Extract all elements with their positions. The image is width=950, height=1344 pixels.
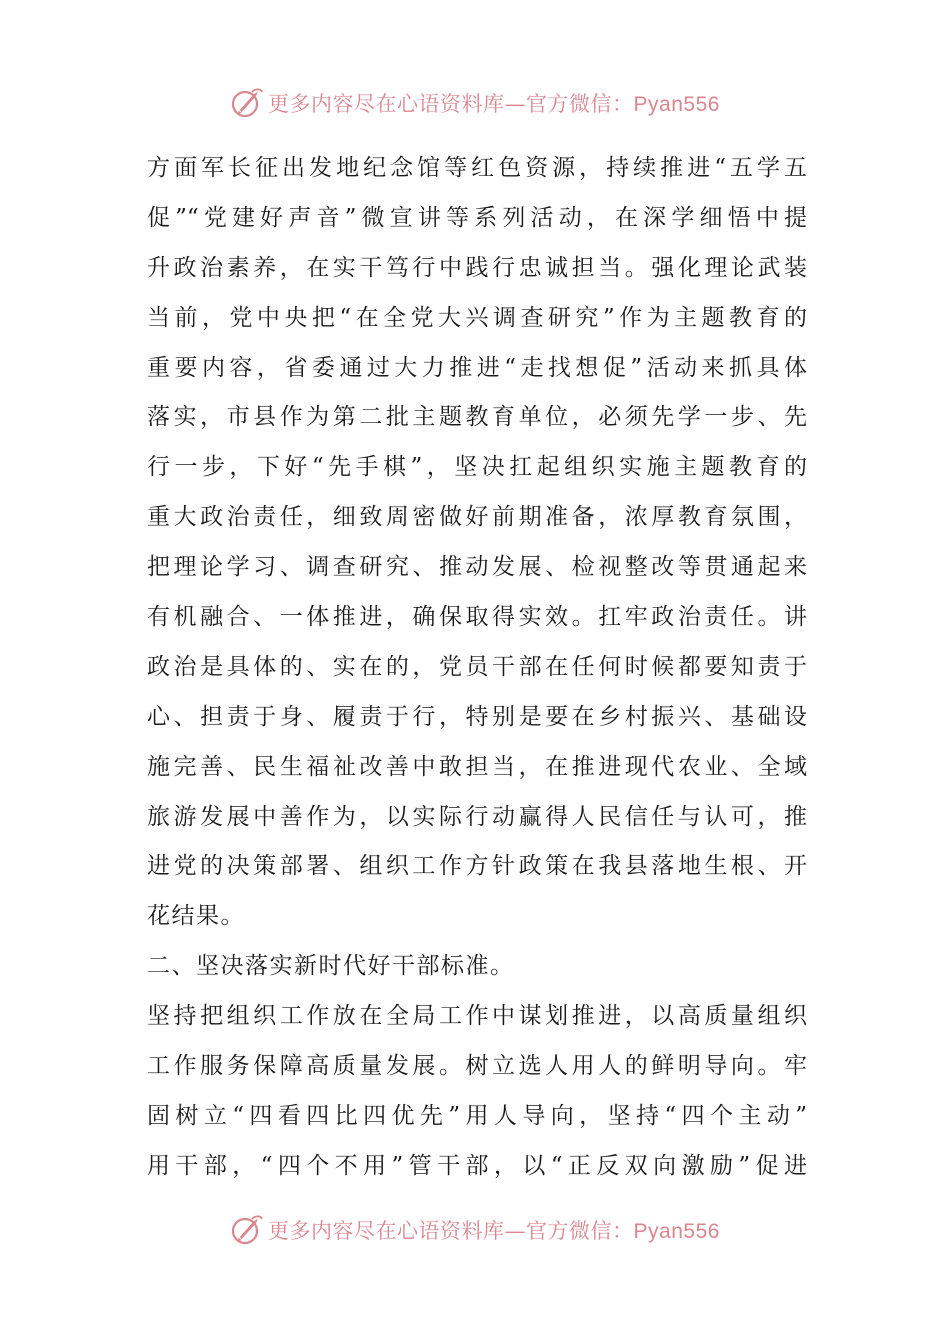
text-line: 旅游发展中善作为，以实际行动赢得人民信任与认可，推 <box>147 803 807 830</box>
text-line: 重大政治责任，细致周密做好前期准备，浓厚教育氛围， <box>147 504 807 531</box>
text-line: 进党的决策部署、组织工作方针政策在我县落地生根、开 <box>147 853 807 880</box>
text-line: 行一步，下好“先手棋”，坚决扛起组织实施主题教育的 <box>147 454 807 481</box>
footer-banner <box>0 1205 950 1255</box>
text-line: 固树立“四看四比四优先”用人导向，坚持“四个主动” <box>147 1102 807 1129</box>
pen-logo-icon <box>230 86 264 120</box>
header-banner <box>0 78 950 128</box>
text-line: 二、坚决落实新时代好干部标准。 <box>147 953 515 980</box>
text-line: 用干部，“四个不用”管干部，以“正反双向激励”促进 <box>147 1152 807 1179</box>
text-line: 花结果。 <box>147 903 245 930</box>
text-line: 方面军长征出发地纪念馆等红色资源，持续推进“五学五 <box>147 155 807 181</box>
text-line: 心、担责于身、履责于行，特别是要在乡村振兴、基础设 <box>147 703 807 730</box>
text-line: 施完善、民生福祉改善中敢担当，在推进现代农业、全域 <box>147 753 807 780</box>
wechat-id: Pyan556 <box>633 93 720 116</box>
document-body <box>147 144 807 1192</box>
text-line: 工作服务保障高质量发展。树立选人用人的鲜明导向。牢 <box>147 1053 807 1080</box>
text-line: 把理论学习、调查研究、推动发展、检视整改等贯通起来 <box>147 554 807 581</box>
banner-text: 更多内容尽在心语资料库—官方微信：Pyan556 <box>268 92 720 116</box>
text-line: 政治是具体的、实在的，党员干部在任何时候都要知责于 <box>147 653 807 680</box>
text-line: 落实，市县作为第二批主题教育单位，必须先学一步、先 <box>147 404 807 431</box>
wechat-id: Pyan556 <box>633 1220 720 1243</box>
text-line: 坚持把组织工作放在全局工作中谋划推进，以高质量组织 <box>147 1003 807 1030</box>
text-line: 有机融合、一体推进，确保取得实效。扛牢政治责任。讲 <box>147 604 807 631</box>
text-line: 升政治素养，在实干笃行中践行忠诚担当。强化理论武装 <box>147 254 807 281</box>
text-line: 当前，党中央把“在全党大兴调查研究”作为主题教育的 <box>147 304 807 331</box>
text-line: 重要内容，省委通过大力推进“走找想促”活动来抓具体 <box>147 354 807 381</box>
text-line: 促”“党建好声音”微宣讲等系列活动，在深学细悟中提 <box>147 204 807 231</box>
pen-logo-icon <box>230 1213 264 1247</box>
banner-text: 更多内容尽在心语资料库—官方微信：Pyan556 <box>268 1219 720 1243</box>
